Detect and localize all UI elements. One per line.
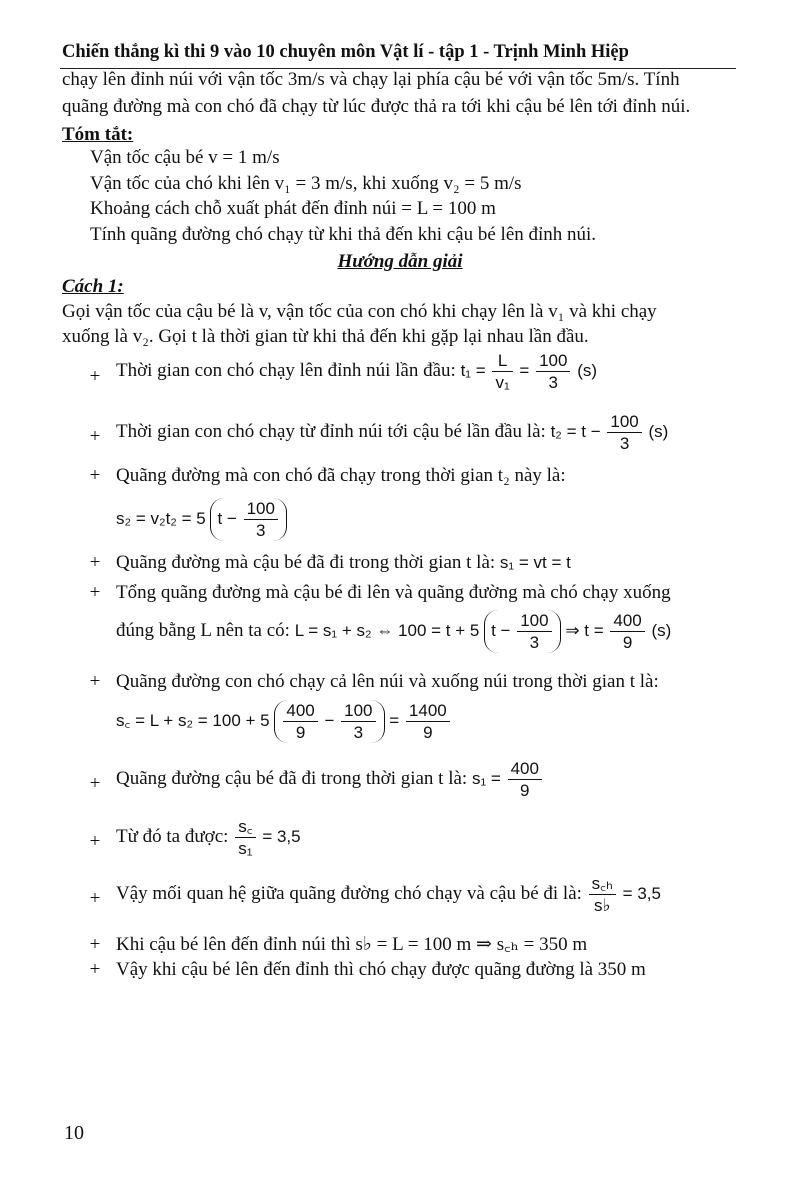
- bullet: +: [89, 426, 101, 447]
- method-para-line-1: Gọi vận tốc của cậu bé là v, vận tốc của con chó khi chạy lên là v₁ và khi chạy: [62, 301, 657, 322]
- step-9: Vậy mối quan hệ giữa quãng đường chó chạy và cậu bé đi là: $\frac{\text{s꜀ₕ}}{s♭}$ = 3,5: [116, 874, 661, 915]
- bullet: +: [89, 934, 101, 955]
- guide-heading: Hướng dẫn giải: [337, 251, 463, 272]
- summary-item: Vận tốc của chó khi lên v₁ = 3 m/s, khi xuống v₂ = 5 m/s: [90, 173, 522, 194]
- intro-line-1: chạy lên đỉnh núi với vận tốc 3m/s và chạy lại phía cậu bé với vận tốc 5m/s. Tính: [62, 69, 680, 90]
- step-7: Quãng đường cậu bé đã đi trong thời gian t là: s₁ = $\frac{400}{9}$: [116, 758, 544, 801]
- step-5-cont: đúng bằng L nên ta có: L = s₁ + s₂ ⇔ 100 = t + 5 t − $\frac{100}{3}$ ⇒ t = $\frac{400}{9}$ (s): [116, 611, 672, 652]
- bullet: +: [89, 582, 101, 603]
- step-1: Thời gian con chó chạy lên đỉnh núi lần đầu: t₁ = $\frac{L}{\text{v₁}}$ = $\frac{100}{3}$ (s): [116, 351, 598, 392]
- summary-item: Tính quãng đường chó chạy từ khi thả đến khi cậu bé lên đỉnh núi.: [90, 224, 597, 245]
- step-6: Quãng đường con chó chạy cả lên núi và xuống núi trong thời gian t là:: [116, 671, 659, 692]
- step-5: Tổng quãng đường mà cậu bé đi lên và quãng đường mà chó chạy xuống: [116, 582, 671, 603]
- step-8: Từ đó ta được: $\frac{s꜀}{\text{s₁}}$ = 3,5: [116, 817, 301, 858]
- step-10: Khi cậu bé lên đến đỉnh núi thì s♭ = L = 100 m ⇒ s꜀ₕ = 350 m: [116, 934, 588, 955]
- method-para-line-2: xuống là v₂. Gọi t là thời gian từ khi thả đến khi gặp lại nhau lần đầu.: [62, 326, 589, 347]
- formula-relation: $\frac{\text{s꜀ₕ}}{s♭}$ = 3,5: [587, 884, 661, 903]
- method-heading: Cách 1:: [62, 276, 124, 297]
- formula-s2: s₂ = v₂t₂ = 5 t − $\frac{100}{3}$: [116, 498, 287, 541]
- formula-sc: s꜀ = L + s₂ = 100 + 5 $\frac{400}{9}$ − $\frac{100}{3}$ = $\frac{1400}{9}$: [116, 700, 452, 743]
- summary-item: Khoảng cách chỗ xuất phát đến đỉnh núi = L = 100 m: [90, 198, 496, 219]
- summary-heading: Tóm tắt:: [62, 124, 134, 145]
- formula-ratio: $\frac{s꜀}{\text{s₁}}$ = 3,5: [233, 827, 300, 846]
- formula-s1: s₁ = $\frac{400}{9}$: [472, 769, 544, 788]
- bullet: +: [89, 366, 101, 387]
- step-3: Quãng đường mà con chó đã chạy trong thời gian t₂ này là:: [116, 465, 566, 486]
- step-4: Quãng đường mà cậu bé đã đi trong thời gian t là: s₁ = vt = t: [116, 552, 571, 573]
- intro-line-2: quãng đường mà con chó đã chạy từ lúc được thả ra tới khi cậu bé lên tới đỉnh núi.: [62, 96, 691, 117]
- bullet: +: [89, 552, 101, 573]
- running-header: Chiến thắng kì thi 9 vào 10 chuyên môn Vật lí - tập 1 - Trịnh Minh Hiệp: [62, 42, 629, 62]
- step-11: Vậy khi cậu bé lên đến đỉnh thì chó chạy được quãng đường là 350 m: [116, 959, 646, 980]
- formula-L: L = s₁ + s₂ ⇔ 100 = t + 5 t − $\frac{100}{3}$ ⇒ t = $\frac{400}{9}$ (s): [294, 611, 672, 652]
- summary-item: Vận tốc cậu bé v = 1 m/s: [90, 147, 280, 168]
- page-number: 10: [64, 1122, 84, 1144]
- bullet: +: [89, 959, 101, 980]
- bullet: +: [89, 465, 101, 486]
- bullet: +: [89, 671, 101, 692]
- step-2: Thời gian con chó chạy từ đỉnh núi tới cậu bé lần đầu là: t₂ = t − $\frac{100}{3}$ (s): [116, 412, 669, 453]
- formula-t1: t₁ = $\frac{L}{\text{v₁}}$ = $\frac{100}{3}$ (s): [460, 351, 598, 392]
- formula-t2: t₂ = t − $\frac{100}{3}$ (s): [550, 412, 669, 453]
- bullet: +: [89, 773, 101, 794]
- bullet: +: [89, 831, 101, 852]
- bullet: +: [89, 888, 101, 909]
